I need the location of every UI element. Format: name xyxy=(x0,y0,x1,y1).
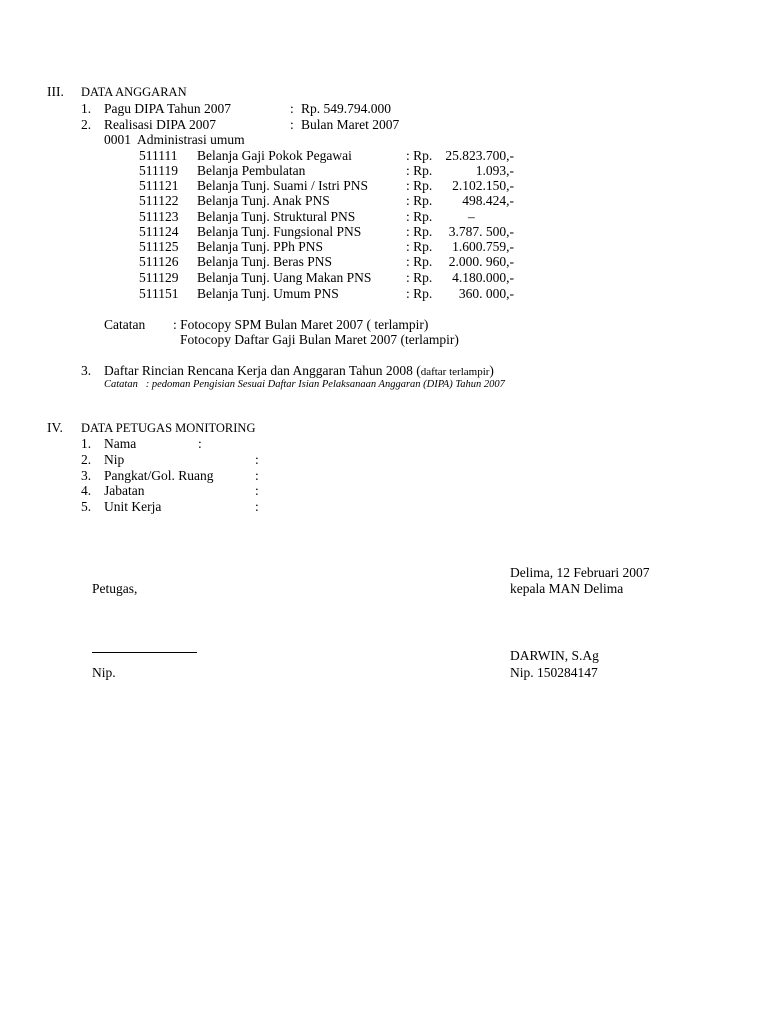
budget-currency: : Rp. xyxy=(406,148,433,163)
field-label: Nip xyxy=(104,452,125,467)
item-1-number: 1. xyxy=(81,101,92,116)
budget-amount: 25.823.700,- xyxy=(445,148,514,163)
budget-currency: : Rp. xyxy=(406,254,433,269)
field-label: Jabatan xyxy=(104,483,145,498)
field-label: Unit Kerja xyxy=(104,499,162,514)
catatan-line-2: Fotocopy Daftar Gaji Bulan Maret 2007 (terlampir) xyxy=(180,332,459,347)
left-signer-title: Petugas, xyxy=(92,581,138,596)
item-1-label: Pagu DIPA Tahun 2007 xyxy=(104,101,231,116)
budget-currency: : Rp. xyxy=(406,270,433,285)
catatan-line-1: : Fotocopy SPM Bulan Maret 2007 ( terlampir) xyxy=(173,317,429,332)
budget-amount: 1.093,- xyxy=(475,163,514,178)
budget-description: Belanja Tunj. Suami / Istri PNS xyxy=(197,178,369,193)
budget-code: 511124 xyxy=(139,224,179,239)
budget-currency: : Rp. xyxy=(406,286,433,301)
field-colon: : xyxy=(255,468,259,483)
place-date: Delima, 12 Februari 2007 xyxy=(510,565,650,580)
item-2-number: 2. xyxy=(81,117,92,132)
item-2-value: Bulan Maret 2007 xyxy=(301,117,400,132)
budget-amount: 3.787. 500,- xyxy=(448,224,514,239)
budget-amount: – xyxy=(468,209,475,224)
budget-currency: : Rp. xyxy=(406,193,433,208)
budget-currency: : Rp. xyxy=(406,163,433,178)
item-2-label: Realisasi DIPA 2007 xyxy=(104,117,217,132)
item-3-text xyxy=(104,364,494,378)
budget-code: 511126 xyxy=(139,254,179,269)
field-number: 2. xyxy=(81,452,92,467)
signature-line xyxy=(92,652,197,653)
right-signer-name: DARWIN, S.Ag xyxy=(510,648,599,663)
section-3-heading: DATA ANGGARAN xyxy=(81,85,187,99)
budget-code: 511122 xyxy=(139,193,179,208)
budget-amount: 1.600.759,- xyxy=(452,239,514,254)
budget-description: Belanja Tunj. Fungsional PNS xyxy=(197,224,362,239)
budget-amount: 498.424,- xyxy=(462,193,514,208)
item-1-colon: : xyxy=(290,101,294,116)
budget-code: 511121 xyxy=(139,178,179,193)
item-3-catatan: Catatan : pedoman Pengisian Sesuai Daftar Isian Pelaksanaan Anggaran (DIPA) Tahun 2007 xyxy=(104,379,505,390)
item-3-number: 3. xyxy=(81,363,92,378)
budget-code: 511129 xyxy=(139,270,179,285)
budget-amount: 2.000. 960,- xyxy=(448,254,514,269)
budget-description: Belanja Tunj. Uang Makan PNS xyxy=(197,270,372,285)
budget-description: Belanja Pembulatan xyxy=(197,163,306,178)
budget-currency: : Rp. xyxy=(406,239,433,254)
budget-code: 511111 xyxy=(139,148,178,163)
field-number: 3. xyxy=(81,468,92,483)
budget-group-title: 0001 Administrasi umum xyxy=(104,132,245,147)
section-4-heading: DATA PETUGAS MONITORING xyxy=(81,421,256,435)
budget-description: Belanja Tunj. Beras PNS xyxy=(197,254,333,269)
item-3-close: ) xyxy=(489,363,494,378)
budget-description: Belanja Tunj. PPh PNS xyxy=(197,239,324,254)
budget-description: Belanja Gaji Pokok Pegawai xyxy=(197,148,352,163)
field-colon: : xyxy=(255,452,259,467)
budget-amount: 4.180.000,- xyxy=(452,270,514,285)
field-number: 4. xyxy=(81,483,92,498)
section-4-numeral: IV. xyxy=(47,420,63,435)
budget-description: Belanja Tunj. Umum PNS xyxy=(197,286,339,301)
budget-amount: 360. 000,- xyxy=(458,286,514,301)
right-signer-nip: Nip. 150284147 xyxy=(510,665,598,680)
left-signer-nip: Nip. xyxy=(92,665,116,680)
budget-description: Belanja Tunj. Anak PNS xyxy=(197,193,330,208)
budget-currency: : Rp. xyxy=(406,178,433,193)
field-label: Nama xyxy=(104,436,137,451)
field-colon: : xyxy=(255,483,259,498)
catatan-label: Catatan xyxy=(104,317,146,332)
budget-description: Belanja Tunj. Struktural PNS xyxy=(197,209,356,224)
item-2-colon: : xyxy=(290,117,294,132)
item-3-label: Daftar Rincian Rencana Kerja dan Anggaran Tahun 2008 ( xyxy=(104,363,421,378)
budget-currency: : Rp. xyxy=(406,224,433,239)
budget-code: 511119 xyxy=(139,163,178,178)
right-signer-title: kepala MAN Delima xyxy=(510,581,624,596)
section-3-numeral: III. xyxy=(47,84,64,99)
field-number: 1. xyxy=(81,436,92,451)
field-number: 5. xyxy=(81,499,92,514)
field-label: Pangkat/Gol. Ruang xyxy=(104,468,214,483)
budget-code: 511125 xyxy=(139,239,179,254)
field-colon: : xyxy=(198,436,202,451)
budget-amount: 2.102.150,- xyxy=(452,178,514,193)
budget-code: 511151 xyxy=(139,286,179,301)
budget-code: 511123 xyxy=(139,209,179,224)
budget-currency: : Rp. xyxy=(406,209,433,224)
item-1-value: Rp. 549.794.000 xyxy=(301,101,392,116)
item-3-small-note: daftar terlampir xyxy=(420,366,490,378)
field-colon: : xyxy=(255,499,259,514)
